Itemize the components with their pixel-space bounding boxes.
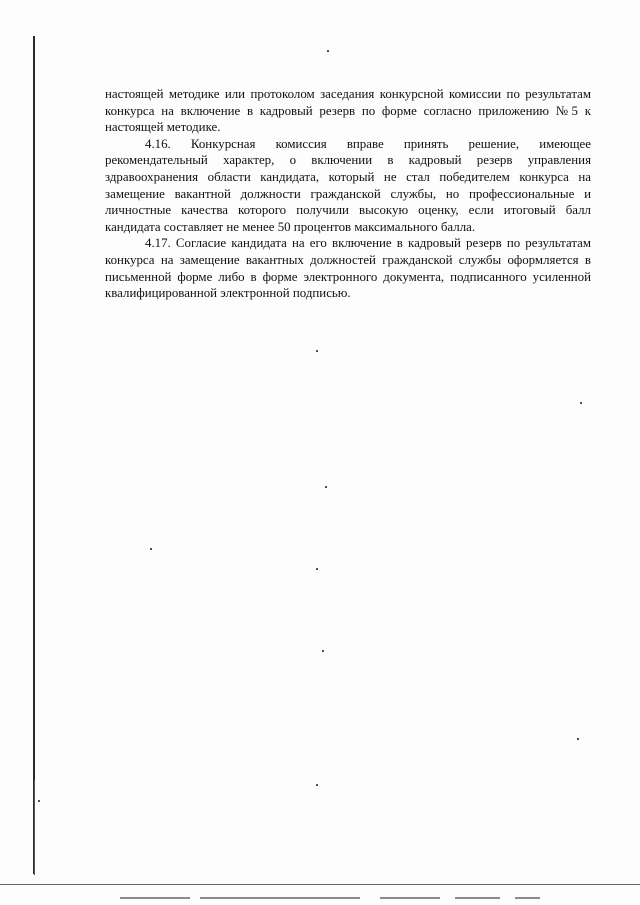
scan-artifact-dash [455,897,500,899]
scan-artifact-dash [120,897,190,899]
scan-speck [38,800,40,802]
scan-bottom-edge [0,884,640,885]
binding-edge-line [33,36,35,874]
scan-speck [150,548,152,550]
scan-speck [316,350,318,352]
scan-artifact-dash [200,897,360,899]
paragraph-continuation: настоящей методике или протоколом заседания конкурсной комиссии по результатам конкурса на включение в кадровый резерв по форме согласно приложению №5 к настоящей методике. [105,87,591,135]
scan-artifact-dash [515,897,540,899]
scan-speck [580,402,582,404]
scan-speck [316,568,318,570]
scan-speck [316,784,318,786]
scan-artifact-dash [380,897,440,899]
paragraph-4-17: 4.17. Согласие кандидата на его включение в кадровый резерв по результатам конкурса на замещение вакантных должностей гражданской службы оформляется в письменной форме либо в форме электронного документа, подписанного усиленной квалифицированной электронной подписью. [105,236,591,301]
binding-edge-line-lower [34,780,35,875]
document-body [105,86,591,302]
scan-speck [325,486,327,488]
paragraph-4-16: 4.16. Конкурсная комиссия вправе принять решение, имеющее рекомендательный характер, о включении в кадровый резерв управления здравоохранения области кандидата, который не стал победителем конкурса на замещение вакантной должности гражданской службы, но профессиональные и личностные качества которого получили высокую оценку, если итоговый балл кандидата составляет не менее 50 процентов максимального балла. [105,136,591,234]
scan-speck [577,738,579,740]
scan-speck [322,650,324,652]
scan-speck [327,50,329,52]
